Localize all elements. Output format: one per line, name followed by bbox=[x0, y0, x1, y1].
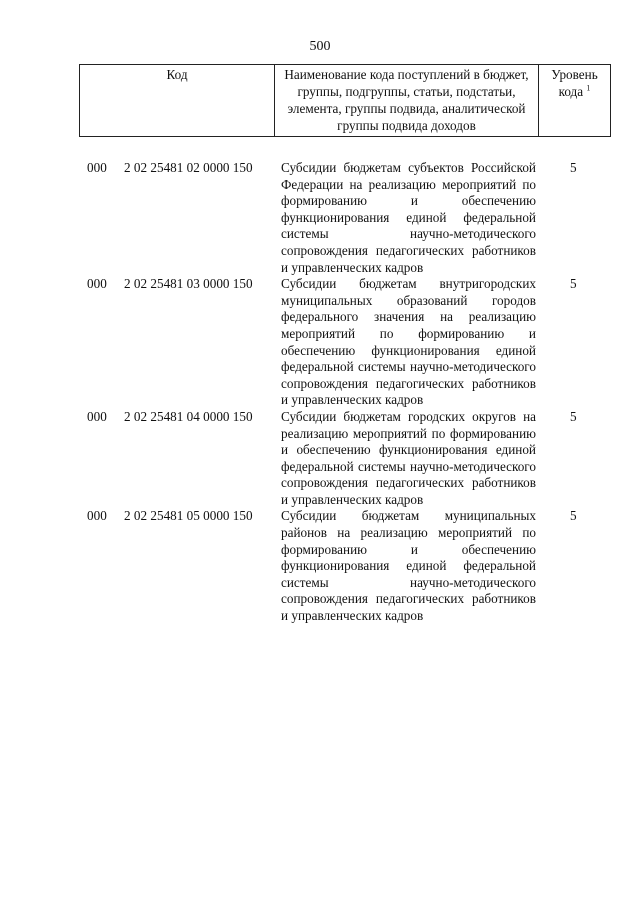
header-level-label: Уровень кода bbox=[551, 67, 598, 99]
row-income-code: 2 02 25481 05 0000 150 bbox=[124, 508, 253, 524]
row-level: 5 bbox=[570, 160, 577, 175]
row-income-code: 2 02 25481 02 0000 150 bbox=[124, 160, 253, 175]
table-body bbox=[79, 160, 610, 625]
row-level: 5 bbox=[570, 408, 577, 424]
header-code-label: Код bbox=[166, 67, 188, 82]
table-row bbox=[79, 160, 610, 276]
row-admin-code: 000 bbox=[87, 160, 107, 175]
row-income-code: 2 02 25481 04 0000 150 bbox=[124, 408, 253, 424]
table-row bbox=[79, 508, 610, 624]
row-name: Субсидии бюджетам муниципальных районов на реализацию мероприятий по формированию и обеспечению функционирования единой федеральной системы научно-методического сопровождения педагогических работников и управленческих кадров bbox=[281, 508, 536, 624]
row-name: Субсидии бюджетам городских округов на реализацию мероприятий по формированию и обеспечению функционирования единой федеральной системы научно-методического сопровождения педагогических работников и управленческих кадров bbox=[281, 408, 536, 507]
row-admin-code: 000 bbox=[87, 276, 107, 292]
row-level: 5 bbox=[570, 276, 577, 292]
header-level-footnote: 1 bbox=[586, 83, 591, 93]
row-income-code: 2 02 25481 03 0000 150 bbox=[124, 276, 253, 292]
page-number: 500 bbox=[309, 39, 331, 54]
row-level: 5 bbox=[570, 508, 577, 524]
table-row bbox=[79, 409, 610, 509]
row-admin-code: 000 bbox=[87, 508, 107, 524]
row-name: Субсидии бюджетам внутригородских муниципальных образований городов федерального значения на реализацию мероприятий по формированию и обеспечению функционирования единой федеральной системы научно-методического сопровождения педагогических работников и управленческих кадров bbox=[281, 276, 536, 408]
row-admin-code: 000 bbox=[87, 408, 107, 424]
header-code bbox=[80, 65, 275, 137]
row-name: Субсидии бюджетам субъектов Российской Федерации на реализацию мероприятий по формированию и обеспечению функционирования единой федеральной системы научно-методического сопровождения педагогических работников и управленческих кадров bbox=[281, 160, 536, 275]
header-name-label: Наименование кода поступлений в бюджет, группы, подгруппы, статьи, подстатьи, элемента, группы подвида, аналитической группы подвида доходов bbox=[284, 67, 529, 133]
header-name bbox=[275, 65, 539, 137]
table-header bbox=[79, 64, 611, 137]
table-row bbox=[79, 276, 610, 409]
header-level bbox=[539, 65, 611, 137]
